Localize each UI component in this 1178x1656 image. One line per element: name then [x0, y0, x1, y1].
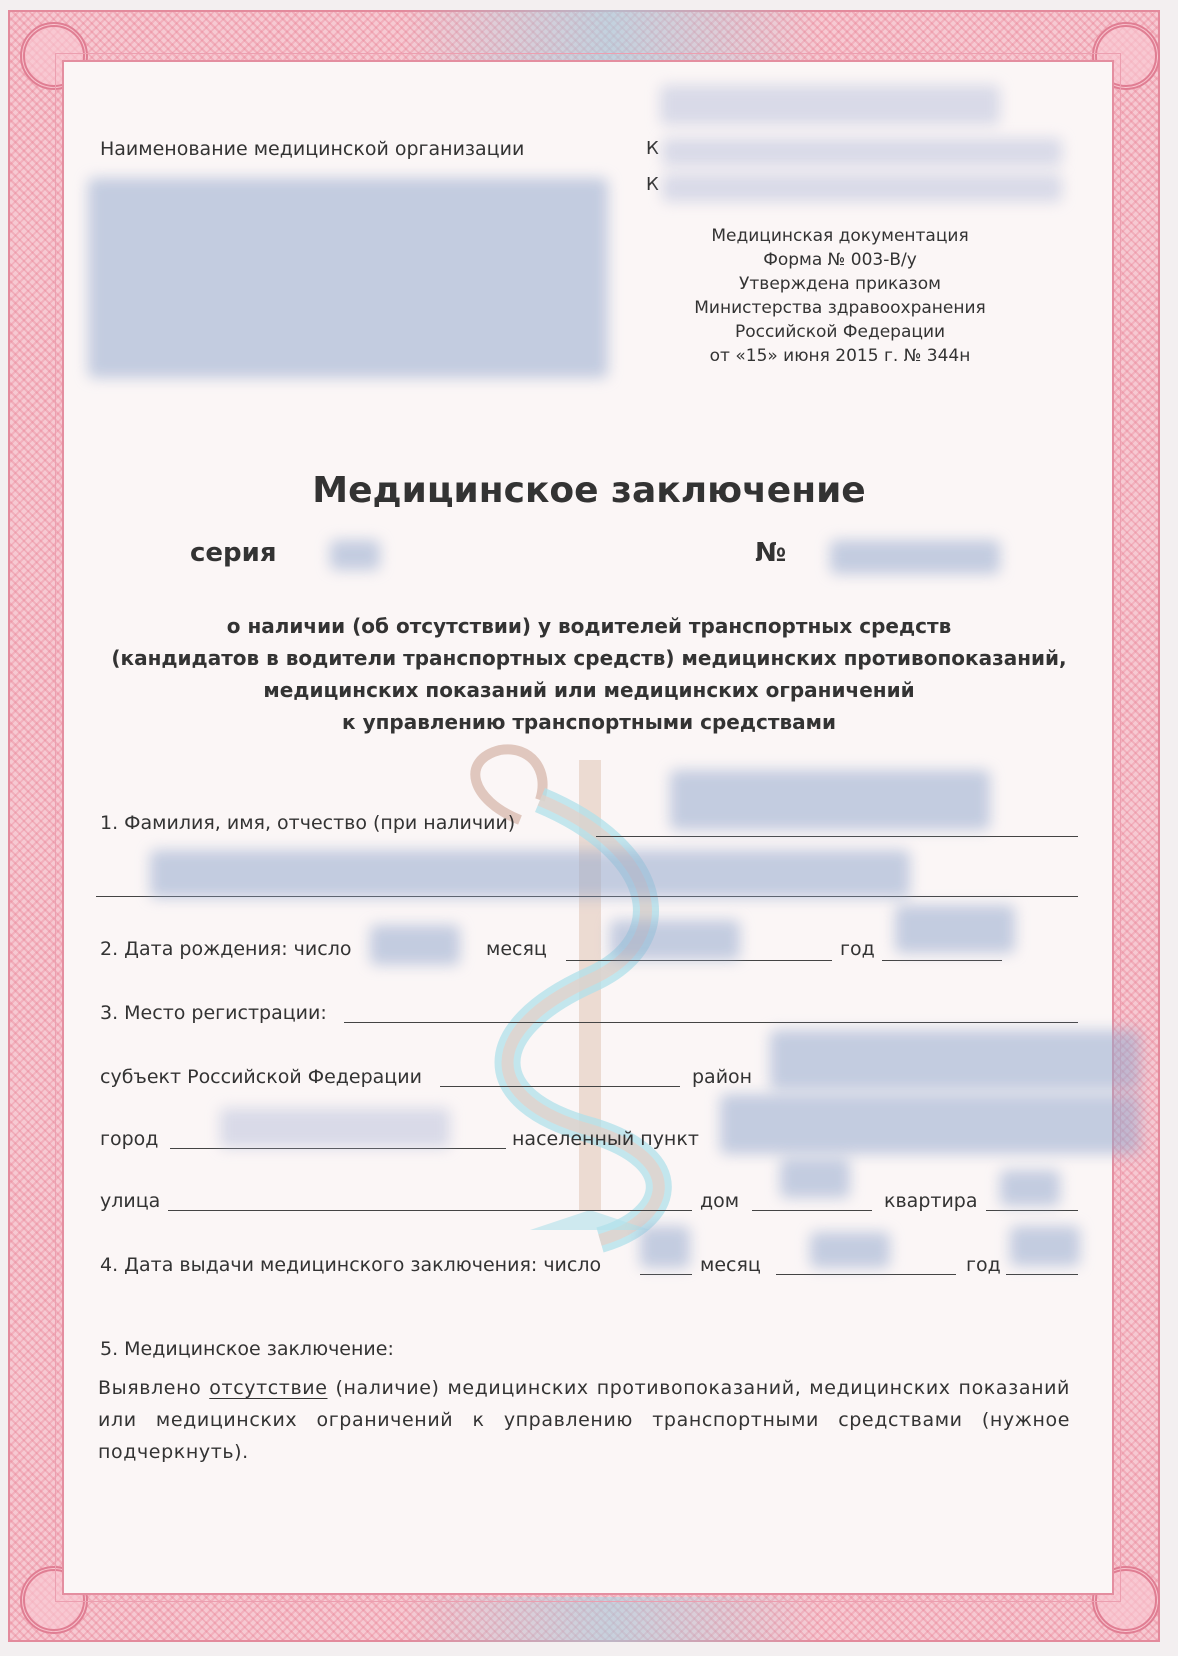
- form-k-letter: К: [646, 174, 659, 195]
- redacted-district: [770, 1030, 1140, 1090]
- form-approval-block: [660, 224, 1020, 368]
- conclusion-paragraph: [98, 1372, 1070, 1468]
- redacted-organization-stamp: [88, 178, 608, 378]
- number-label: №: [755, 538, 787, 568]
- redacted-number-value: [830, 540, 1000, 574]
- form-line: Утверждена приказом: [739, 274, 941, 294]
- field-settlement-label: населенный пункт: [512, 1128, 699, 1150]
- field-registration-label: 3. Место регистрации:: [100, 1002, 327, 1024]
- redacted-issue-month: [810, 1232, 890, 1268]
- field-house-label: дом: [700, 1190, 740, 1212]
- redacted-handwritten-name: [150, 850, 910, 898]
- conclusion-text-pre: Выявлено: [98, 1377, 210, 1399]
- series-label: серия: [190, 538, 277, 568]
- redacted-handwritten-name: [670, 770, 990, 830]
- organization-caption: Наименование медицинской организации: [100, 138, 525, 160]
- subtitle-line: к управлению транспортными средствами: [342, 710, 836, 734]
- city-line: [170, 1148, 506, 1149]
- form-line: Министерства здравоохранения: [694, 298, 986, 318]
- subtitle-line: медицинских показаний или медицинских ограничений: [263, 678, 915, 702]
- field-birth-date-label: 2. Дата рождения: число: [100, 938, 352, 960]
- conclusion-underlined-choice: отсутствие: [209, 1377, 328, 1399]
- redacted-header-line: [660, 85, 1000, 125]
- subtitle-line: о наличии (об отсутствии) у водителей транспортных средств: [226, 614, 952, 638]
- full-name-line: [596, 836, 1078, 837]
- redacted-code-line: [662, 138, 1062, 166]
- conclusion-text-post: (наличие) медицинских противопоказаний, медицинских показаний или медицинских ограничений к управлению транспортными средствами (нужное подчеркнуть).: [98, 1377, 1070, 1463]
- redacted-series-value: [330, 540, 380, 570]
- redacted-birth-year: [895, 905, 1015, 953]
- redacted-apartment: [1000, 1170, 1060, 1206]
- house-line: [752, 1210, 872, 1211]
- border-tint-bottom: [400, 1597, 820, 1642]
- field-street-label: улица: [100, 1190, 161, 1212]
- field-subject-label: субъект Российской Федерации: [100, 1066, 422, 1088]
- field-issue-year-label: год: [966, 1254, 1001, 1276]
- street-line: [168, 1210, 692, 1211]
- field-district-label: район: [692, 1066, 753, 1088]
- form-line: от «15» июня 2015 г. № 344н: [709, 346, 971, 366]
- field-apartment-label: квартира: [884, 1190, 978, 1212]
- field-issue-date-label: 4. Дата выдачи медицинского заключения: число: [100, 1254, 602, 1276]
- apartment-line: [986, 1210, 1078, 1211]
- redacted-issue-day: [640, 1226, 690, 1268]
- birth-month-line: [566, 960, 832, 961]
- registration-line: [344, 1022, 1078, 1023]
- redacted-code-line: [662, 174, 1062, 202]
- redacted-city: [220, 1108, 450, 1148]
- form-line: Форма № 003-В/у: [763, 250, 917, 270]
- issue-day-line: [640, 1274, 692, 1275]
- subject-line: [440, 1086, 680, 1087]
- section-5-heading: 5. Медицинское заключение:: [100, 1338, 394, 1360]
- redacted-house: [780, 1158, 850, 1198]
- form-line: Российской Федерации: [734, 322, 946, 342]
- field-birth-year-label: год: [840, 938, 875, 960]
- redacted-birth-day: [370, 925, 460, 965]
- redacted-settlement: [720, 1094, 1140, 1154]
- field-birth-month-label: месяц: [486, 938, 547, 960]
- issue-year-line: [1006, 1274, 1078, 1275]
- document-title: Медицинское заключение: [312, 470, 866, 511]
- birth-year-line: [882, 960, 1002, 961]
- field-city-label: город: [100, 1128, 159, 1150]
- field-full-name-label: 1. Фамилия, имя, отчество (при наличии): [100, 812, 516, 834]
- form-k-letter: К: [646, 138, 659, 159]
- redacted-issue-year: [1010, 1226, 1080, 1266]
- document-subtitle: [0, 610, 1178, 738]
- issue-month-line: [776, 1274, 956, 1275]
- redacted-birth-month: [610, 920, 740, 960]
- subtitle-line: (кандидатов в водители транспортных средств) медицинских противопоказаний,: [111, 646, 1067, 670]
- field-issue-month-label: месяц: [700, 1254, 761, 1276]
- form-line: Медицинская документация: [711, 226, 969, 246]
